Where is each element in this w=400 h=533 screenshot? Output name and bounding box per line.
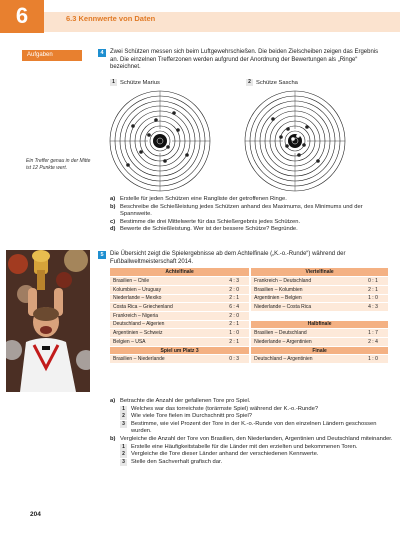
target-sascha xyxy=(243,89,347,193)
subquestion: 2 Vergleiche die Tore dieser Länder anhand der verschiedenen Kennwerte. xyxy=(110,451,395,459)
question-c: c) Bestimme die drei Mittelwerte für das Schießergebnis jedes Schützen. xyxy=(110,218,301,225)
knockout-results-table xyxy=(110,268,388,364)
semifinal-header: Halbfinale xyxy=(251,320,388,329)
subquestion: 1 Erstelle eine Häufigkeitstabelle für die Länder mit den erzielten und bekommenen Toren. xyxy=(110,444,395,452)
subtask-number-badge: 2 xyxy=(246,79,253,86)
table-row: Deutschland – Algerien 2 : 1 Halbfinale xyxy=(110,320,388,329)
task-5-intro xyxy=(98,251,388,266)
page-number: 204 xyxy=(30,511,41,518)
final-header: Finale xyxy=(251,346,388,355)
table-row: Argentinien – Schweiz 1 : 0 Brasilien – Deutschland 1 : 7 xyxy=(110,329,388,338)
shooter-1-label xyxy=(110,79,160,86)
task-4-questions xyxy=(110,196,390,234)
subtask-number-badge: 2 xyxy=(120,413,127,420)
task-4-intro-text: Zwei Schützen messen sich beim Luftgewehrschießen. Die beiden Zielscheiben zeigen das Ergebnis an. Die einzelnen Trefferzonen werden aufgrund der Anordnung der Bewertungen als „Ringe“ bezeichnet. xyxy=(110,49,379,70)
shooter-2-label xyxy=(246,79,298,86)
table-row: Belgien – USA 2 : 1 Niederlande – Argentinien 2 : 4 xyxy=(110,338,388,347)
chapter-number: 6 xyxy=(15,3,29,28)
world-cup-celebration-photo xyxy=(6,250,90,392)
task-4-intro xyxy=(98,49,388,72)
table-row: Brasilien – Niederlande 0 : 3 Deutschland – Argentinien 1 : 0 xyxy=(110,355,388,364)
table-row: Kolumbien – Uruguay 2 : 0 Brasilien – Kolumbien 2 : 1 xyxy=(110,285,388,294)
table-row: Frankreich – Nigeria 2 : 0 xyxy=(110,311,388,320)
question-b: b) Vergleiche die Anzahl der Tore von Brasilien, den Niederlanden, Argentinien und Deutschland miteinander. xyxy=(110,435,393,442)
table-row: Niederlande – Mexiko 2 : 1 Argentinien – Belgien 1 : 0 xyxy=(110,294,388,303)
subtask-number-badge: 2 xyxy=(120,451,127,458)
task-number-badge: 4 xyxy=(98,49,106,57)
subquestion: 2 Wie viele Tore fielen im Durchschnitt pro Spiel? xyxy=(110,413,395,421)
subquestion: 3 Bestimme, wie viel Prozent der Tore in der K.-o.-Runde von den einzelnen Ländern geschossen wurden. xyxy=(110,421,395,436)
subtask-number-badge: 1 xyxy=(120,406,127,413)
question-b: b) Beschreibe die Schießleistung jedes Schützen anhand des Maximums, des Minimums und der Spannweite. xyxy=(110,203,363,218)
question-a: a) Betrachte die Anzahl der gefallenen Tore pro Spiel. xyxy=(110,398,251,404)
question-d: d) Bewerte die Schießleistung. Wer ist der bessere Schütze? Begründe. xyxy=(110,226,298,233)
subtask-number-badge: 1 xyxy=(120,444,127,451)
target-marius xyxy=(108,89,212,193)
question-a: a) Erstelle für jeden Schützen eine Rangliste der getroffenen Ringe. xyxy=(110,196,287,202)
subquestion: 3 Stelle den Sachverhalt grafisch dar. xyxy=(110,459,395,467)
third-place-header: Spiel um Platz 3 xyxy=(110,346,249,355)
table-row xyxy=(110,346,388,355)
subtask-number-badge: 1 xyxy=(110,79,117,86)
subquestion: 1 Welches war das torreichste (torärmste Spiel) während der K.-o.-Runde? xyxy=(110,406,395,414)
shooter-2-name: Schütze Sascha xyxy=(256,79,298,86)
aufgaben-tab: Aufgaben xyxy=(22,50,82,61)
subtask-number-badge: 3 xyxy=(120,459,127,466)
subtask-number-badge: 3 xyxy=(120,421,127,428)
shooter-1-name: Schütze Marius xyxy=(120,79,160,86)
task-5-intro-text: Die Übersicht zeigt die Spielergebnisse ab dem Achtelfinale („K.-o.-Runde“) während der Fußballweltmeisterschaft 2014. xyxy=(110,251,346,265)
task-5-questions xyxy=(110,398,395,466)
table-header-row xyxy=(110,268,388,277)
table-row: Costa Rica – Griechenland 6 : 4 Niederlande – Costa Rica 4 : 3 xyxy=(110,303,388,312)
task-number-badge: 5 xyxy=(98,251,106,259)
quarterfinal-header: Viertelfinale xyxy=(251,268,388,277)
round-of-16-header: Achtelfinale xyxy=(110,268,249,277)
table-row: Brasilien – Chile 4 : 3 Frankreich – Deutschland 0 : 1 xyxy=(110,277,388,286)
marginal-note: Ein Treffer genau in der Mitte ist 12 Punkte wert. xyxy=(26,158,91,171)
section-title: 6.3 Kennwerte von Daten xyxy=(66,14,156,23)
